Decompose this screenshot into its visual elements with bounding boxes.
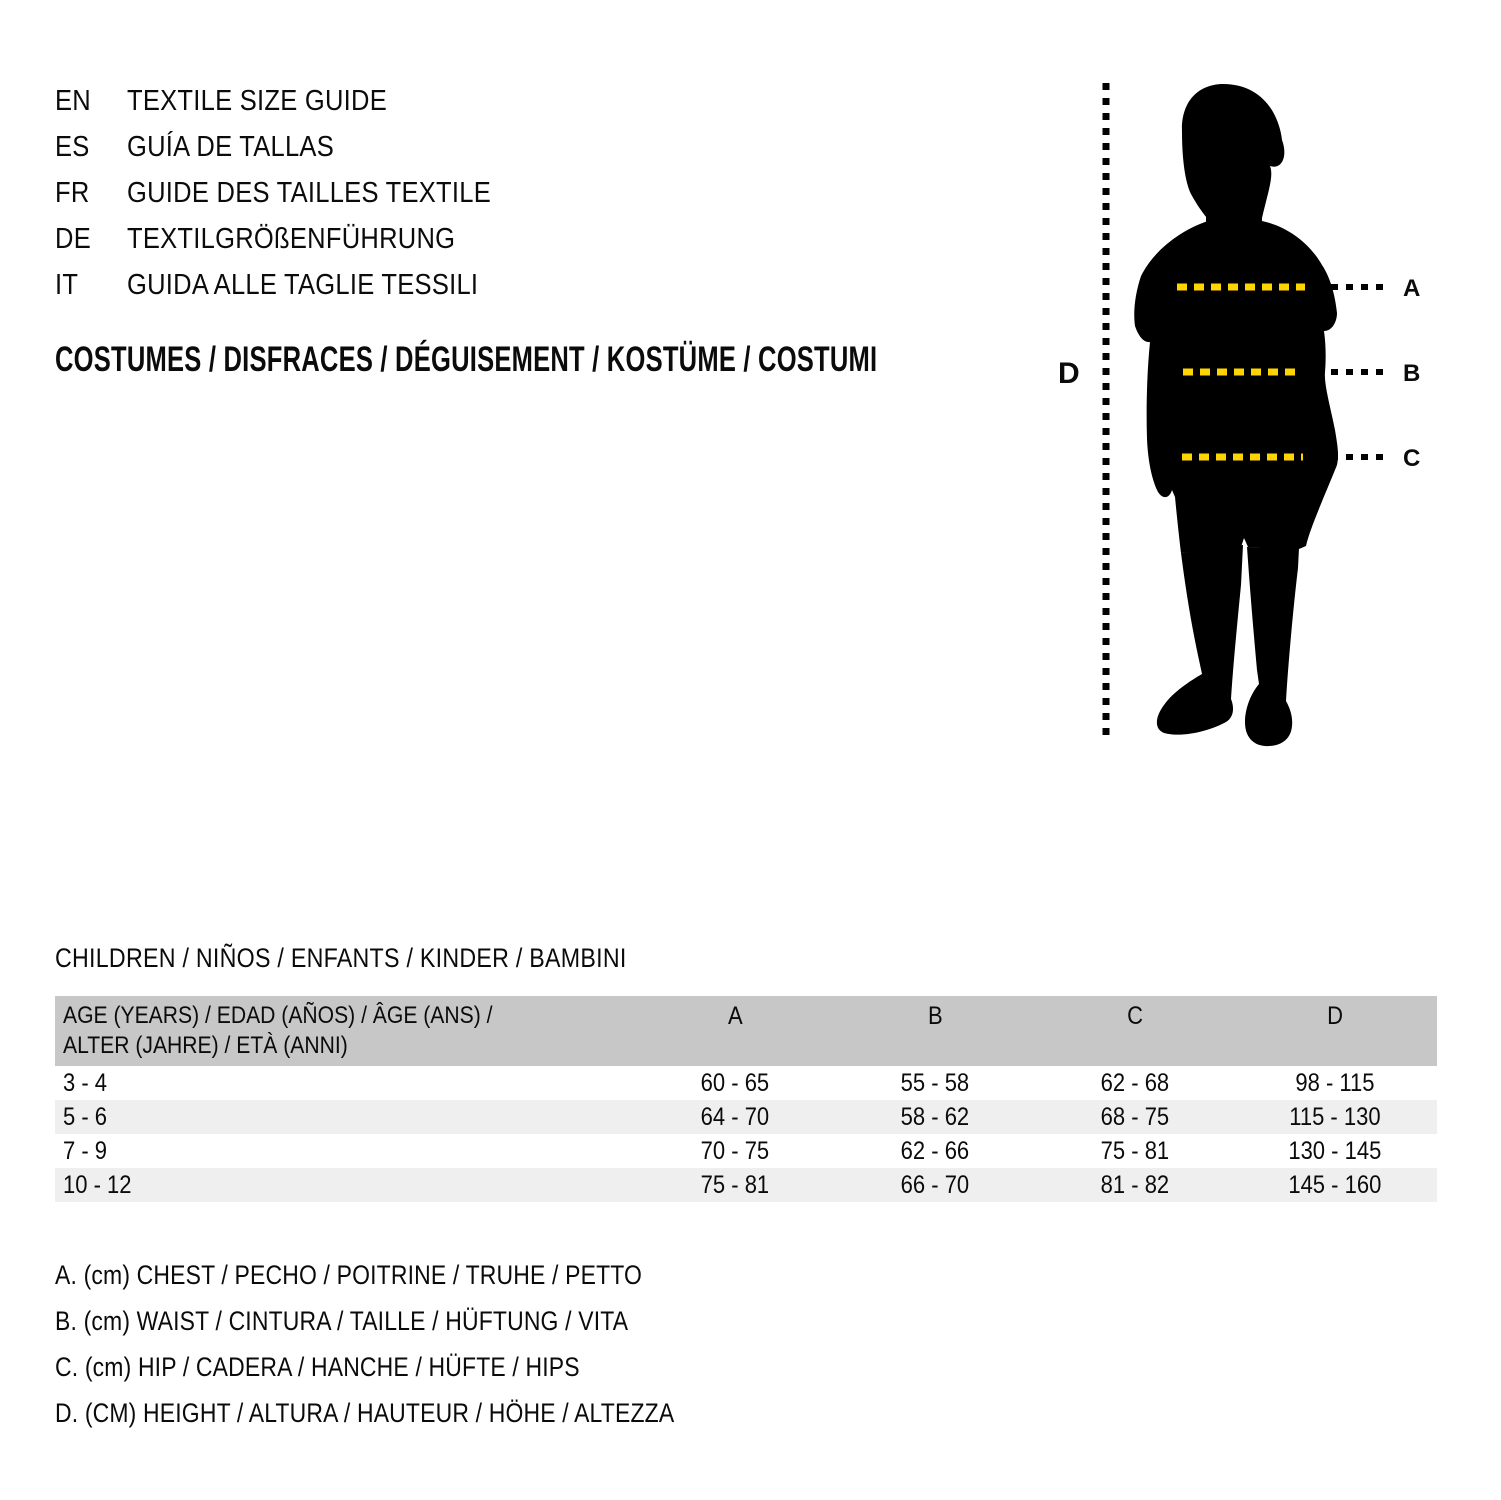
column-header-a: A xyxy=(727,1002,743,1030)
right-leg-silhouette xyxy=(1245,547,1299,746)
waist-cell: 62 - 66 xyxy=(900,1137,970,1165)
language-row-fr xyxy=(55,170,655,216)
age-cell: 10 - 12 xyxy=(63,1171,132,1199)
table-row xyxy=(55,1066,1437,1100)
language-code: ES xyxy=(55,130,90,163)
chest-cell: 75 - 81 xyxy=(700,1171,770,1199)
guide-title-fr: GUIDE DES TAILLES TEXTILE xyxy=(127,176,492,209)
category-title: COSTUMES / DISFRACES / DÉGUISEMENT / KOSTÜME / COSTUMI xyxy=(55,340,878,379)
guide-title-en: TEXTILE SIZE GUIDE xyxy=(127,84,388,117)
chest-label: A xyxy=(1403,275,1421,302)
language-code: EN xyxy=(55,84,91,117)
hip-cell: 81 - 82 xyxy=(1100,1171,1170,1199)
hip-cell: 75 - 81 xyxy=(1100,1137,1170,1165)
language-row-es xyxy=(55,124,655,170)
waist-cell: 55 - 58 xyxy=(900,1069,970,1097)
language-title-list xyxy=(55,78,655,308)
height-cell: 98 - 115 xyxy=(1295,1069,1375,1097)
language-code: FR xyxy=(55,176,90,209)
hip-label: C xyxy=(1403,445,1421,472)
table-row xyxy=(55,1168,1437,1202)
guide-title-it: GUIDA ALLE TAGLIE TESSILI xyxy=(127,268,479,301)
chest-cell: 64 - 70 xyxy=(700,1103,770,1131)
column-header-d: D xyxy=(1327,1002,1343,1030)
table-header-row xyxy=(55,996,1437,1066)
hip-cell: 68 - 75 xyxy=(1100,1103,1170,1131)
waist-cell: 58 - 62 xyxy=(900,1103,970,1131)
language-code: DE xyxy=(55,222,91,255)
torso-silhouette xyxy=(1134,221,1338,553)
language-row-en xyxy=(55,78,655,124)
table-row xyxy=(55,1134,1437,1168)
measurement-diagram xyxy=(1040,70,1480,770)
section-title: CHILDREN / NIÑOS / ENFANTS / KINDER / BAMBINI xyxy=(55,943,627,973)
hip-cell: 62 - 68 xyxy=(1100,1069,1170,1097)
children-size-table xyxy=(55,996,1437,1202)
age-cell: 7 - 9 xyxy=(63,1137,108,1165)
column-header-b: B xyxy=(927,1002,943,1030)
legend-hip: C. (cm) HIP / CADERA / HANCHE / HÜFTE / HIPS xyxy=(55,1352,580,1382)
waist-label: B xyxy=(1403,360,1421,387)
chest-cell: 70 - 75 xyxy=(700,1137,770,1165)
column-header-c: C xyxy=(1127,1002,1143,1030)
height-label: D xyxy=(1058,357,1080,390)
measurement-legend xyxy=(55,1252,784,1436)
height-cell: 145 - 160 xyxy=(1288,1171,1382,1199)
language-row-it xyxy=(55,262,655,308)
language-row-de xyxy=(55,216,655,262)
legend-height: D. (CM) HEIGHT / ALTURA / HAUTEUR / HÖHE / ALTEZZA xyxy=(55,1398,675,1428)
age-cell: 3 - 4 xyxy=(63,1069,108,1097)
table-row xyxy=(55,1100,1437,1134)
language-code: IT xyxy=(55,268,79,301)
age-column-header: AGE (YEARS) / EDAD (AÑOS) / ÂGE (ANS) / ALTER (JAHRE) / ETÀ (ANNI) xyxy=(63,1002,493,1059)
guide-title-es: GUÍA DE TALLAS xyxy=(127,130,335,163)
guide-title-de: TEXTILGRÖßENFÜHRUNG xyxy=(127,222,456,255)
age-cell: 5 - 6 xyxy=(63,1103,108,1131)
height-cell: 130 - 145 xyxy=(1288,1137,1382,1165)
left-leg-silhouette xyxy=(1157,545,1243,735)
waist-cell: 66 - 70 xyxy=(900,1171,970,1199)
child-silhouette xyxy=(1134,84,1338,746)
legend-chest: A. (cm) CHEST / PECHO / POITRINE / TRUHE / PETTO xyxy=(55,1260,643,1290)
height-cell: 115 - 130 xyxy=(1289,1103,1381,1131)
legend-waist: B. (cm) WAIST / CINTURA / TAILLE / HÜFTUNG / VITA xyxy=(55,1306,629,1336)
chest-cell: 60 - 65 xyxy=(700,1069,770,1097)
